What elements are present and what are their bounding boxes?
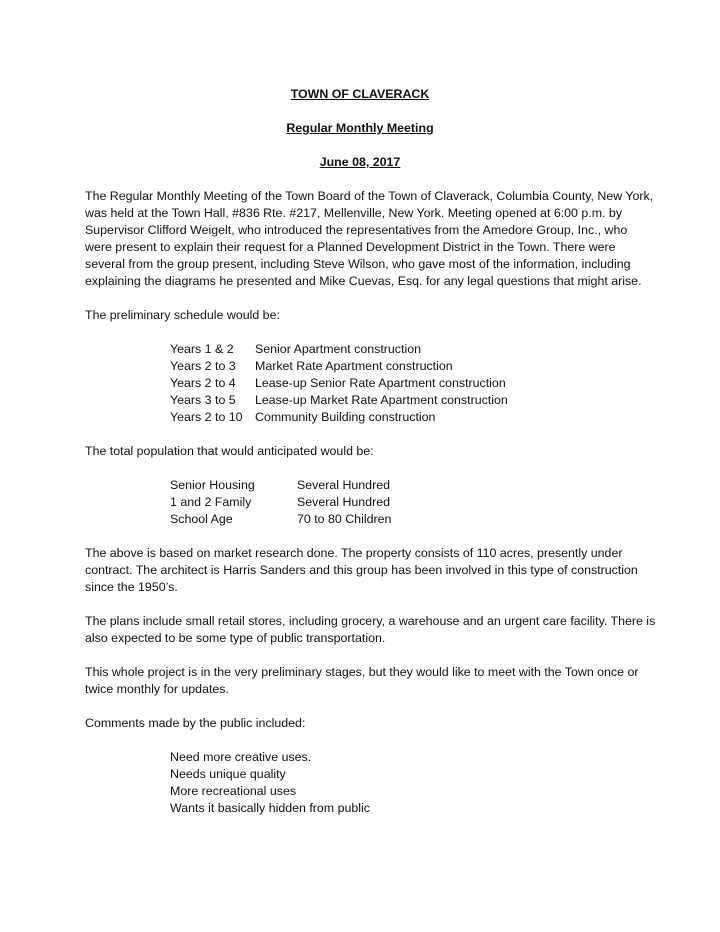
research-paragraph [85,545,645,596]
intro-line: Supervisor Clifford Weigelt, who introduced the representatives from the Amedore Group, Inc., who [85,223,628,237]
meeting-title: Regular Monthly Meeting [286,121,434,135]
comments-list [170,749,370,817]
town-title: TOWN OF CLAVERACK [290,87,430,101]
schedule-years: Years 1 & 2 [170,342,234,356]
schedule-row [170,375,508,392]
plans-paragraph [85,613,656,647]
schedule-years: Years 2 to 10 [170,410,243,424]
schedule-years: Years 3 to 5 [170,393,236,407]
population-row [170,477,391,494]
schedule-intro: The preliminary schedule would be: [85,308,280,322]
intro-line: were present to explain their request for a Planned Development District in the Town. There were [85,240,616,254]
schedule-years: Years 2 to 4 [170,376,236,390]
project-paragraph [85,664,645,698]
population-table [170,477,391,528]
schedule-item: Lease-up Market Rate Apartment construction [255,393,508,407]
population-count: Several Hundred [297,478,390,492]
schedule-row [170,358,508,375]
comment-item: More recreational uses [170,784,297,798]
project-line: This whole project is in the very preliminary stages, but they would like to meet with the Town once or [85,665,639,679]
meeting-date: June 08, 2017 [319,155,401,169]
schedule-row [170,341,508,358]
population-group: 1 and 2 Family [170,495,252,509]
comment-item: Need more creative uses. [170,750,312,764]
intro-line: explaining the diagrams he presented and Mike Cuevas, Esq. for any legal questions that might arise. [85,274,642,288]
plans-line: also expected to be some type of public transportation. [85,631,386,645]
schedule-row [170,392,508,409]
research-line: The above is based on market research done. The property consists of 110 acres, presently under [85,546,623,560]
schedule-years: Years 2 to 3 [170,359,236,373]
intro-line: several from the group present, including Steve Wilson, who gave most of the information, including [85,257,631,271]
population-count: 70 to 80 Children [297,512,392,526]
research-line: contract. The architect is Harris Sanders and this group has been involved in this type of construction [85,563,638,577]
research-line: since the 1950’s. [85,580,178,594]
intro-paragraph [85,188,654,290]
schedule-row [170,409,508,426]
population-row [170,494,391,511]
schedule-item: Community Building construction [255,410,436,424]
intro-line: was held at the Town Hall, #836 Rte. #217, Mellenville, New York. Meeting opened at 6:00 p.m. by [85,206,623,220]
population-group: Senior Housing [170,478,255,492]
schedule-item: Lease-up Senior Rate Apartment construction [255,376,506,390]
comments-intro: Comments made by the public included: [85,716,306,730]
comment-item: Wants it basically hidden from public [170,801,370,815]
project-line: twice monthly for updates. [85,682,229,696]
schedule-table [170,341,508,426]
plans-line: The plans include small retail stores, including grocery, a warehouse and an urgent care facility. There is [85,614,656,628]
schedule-item: Senior Apartment construction [255,342,421,356]
population-intro: The total population that would anticipated would be: [85,444,374,458]
comment-item: Needs unique quality [170,767,286,781]
intro-line: The Regular Monthly Meeting of the Town Board of the Town of Claverack, Columbia County, New York, [85,189,654,203]
schedule-item: Market Rate Apartment construction [255,359,453,373]
population-count: Several Hundred [297,495,390,509]
population-group: School Age [170,512,233,526]
population-row [170,511,391,528]
